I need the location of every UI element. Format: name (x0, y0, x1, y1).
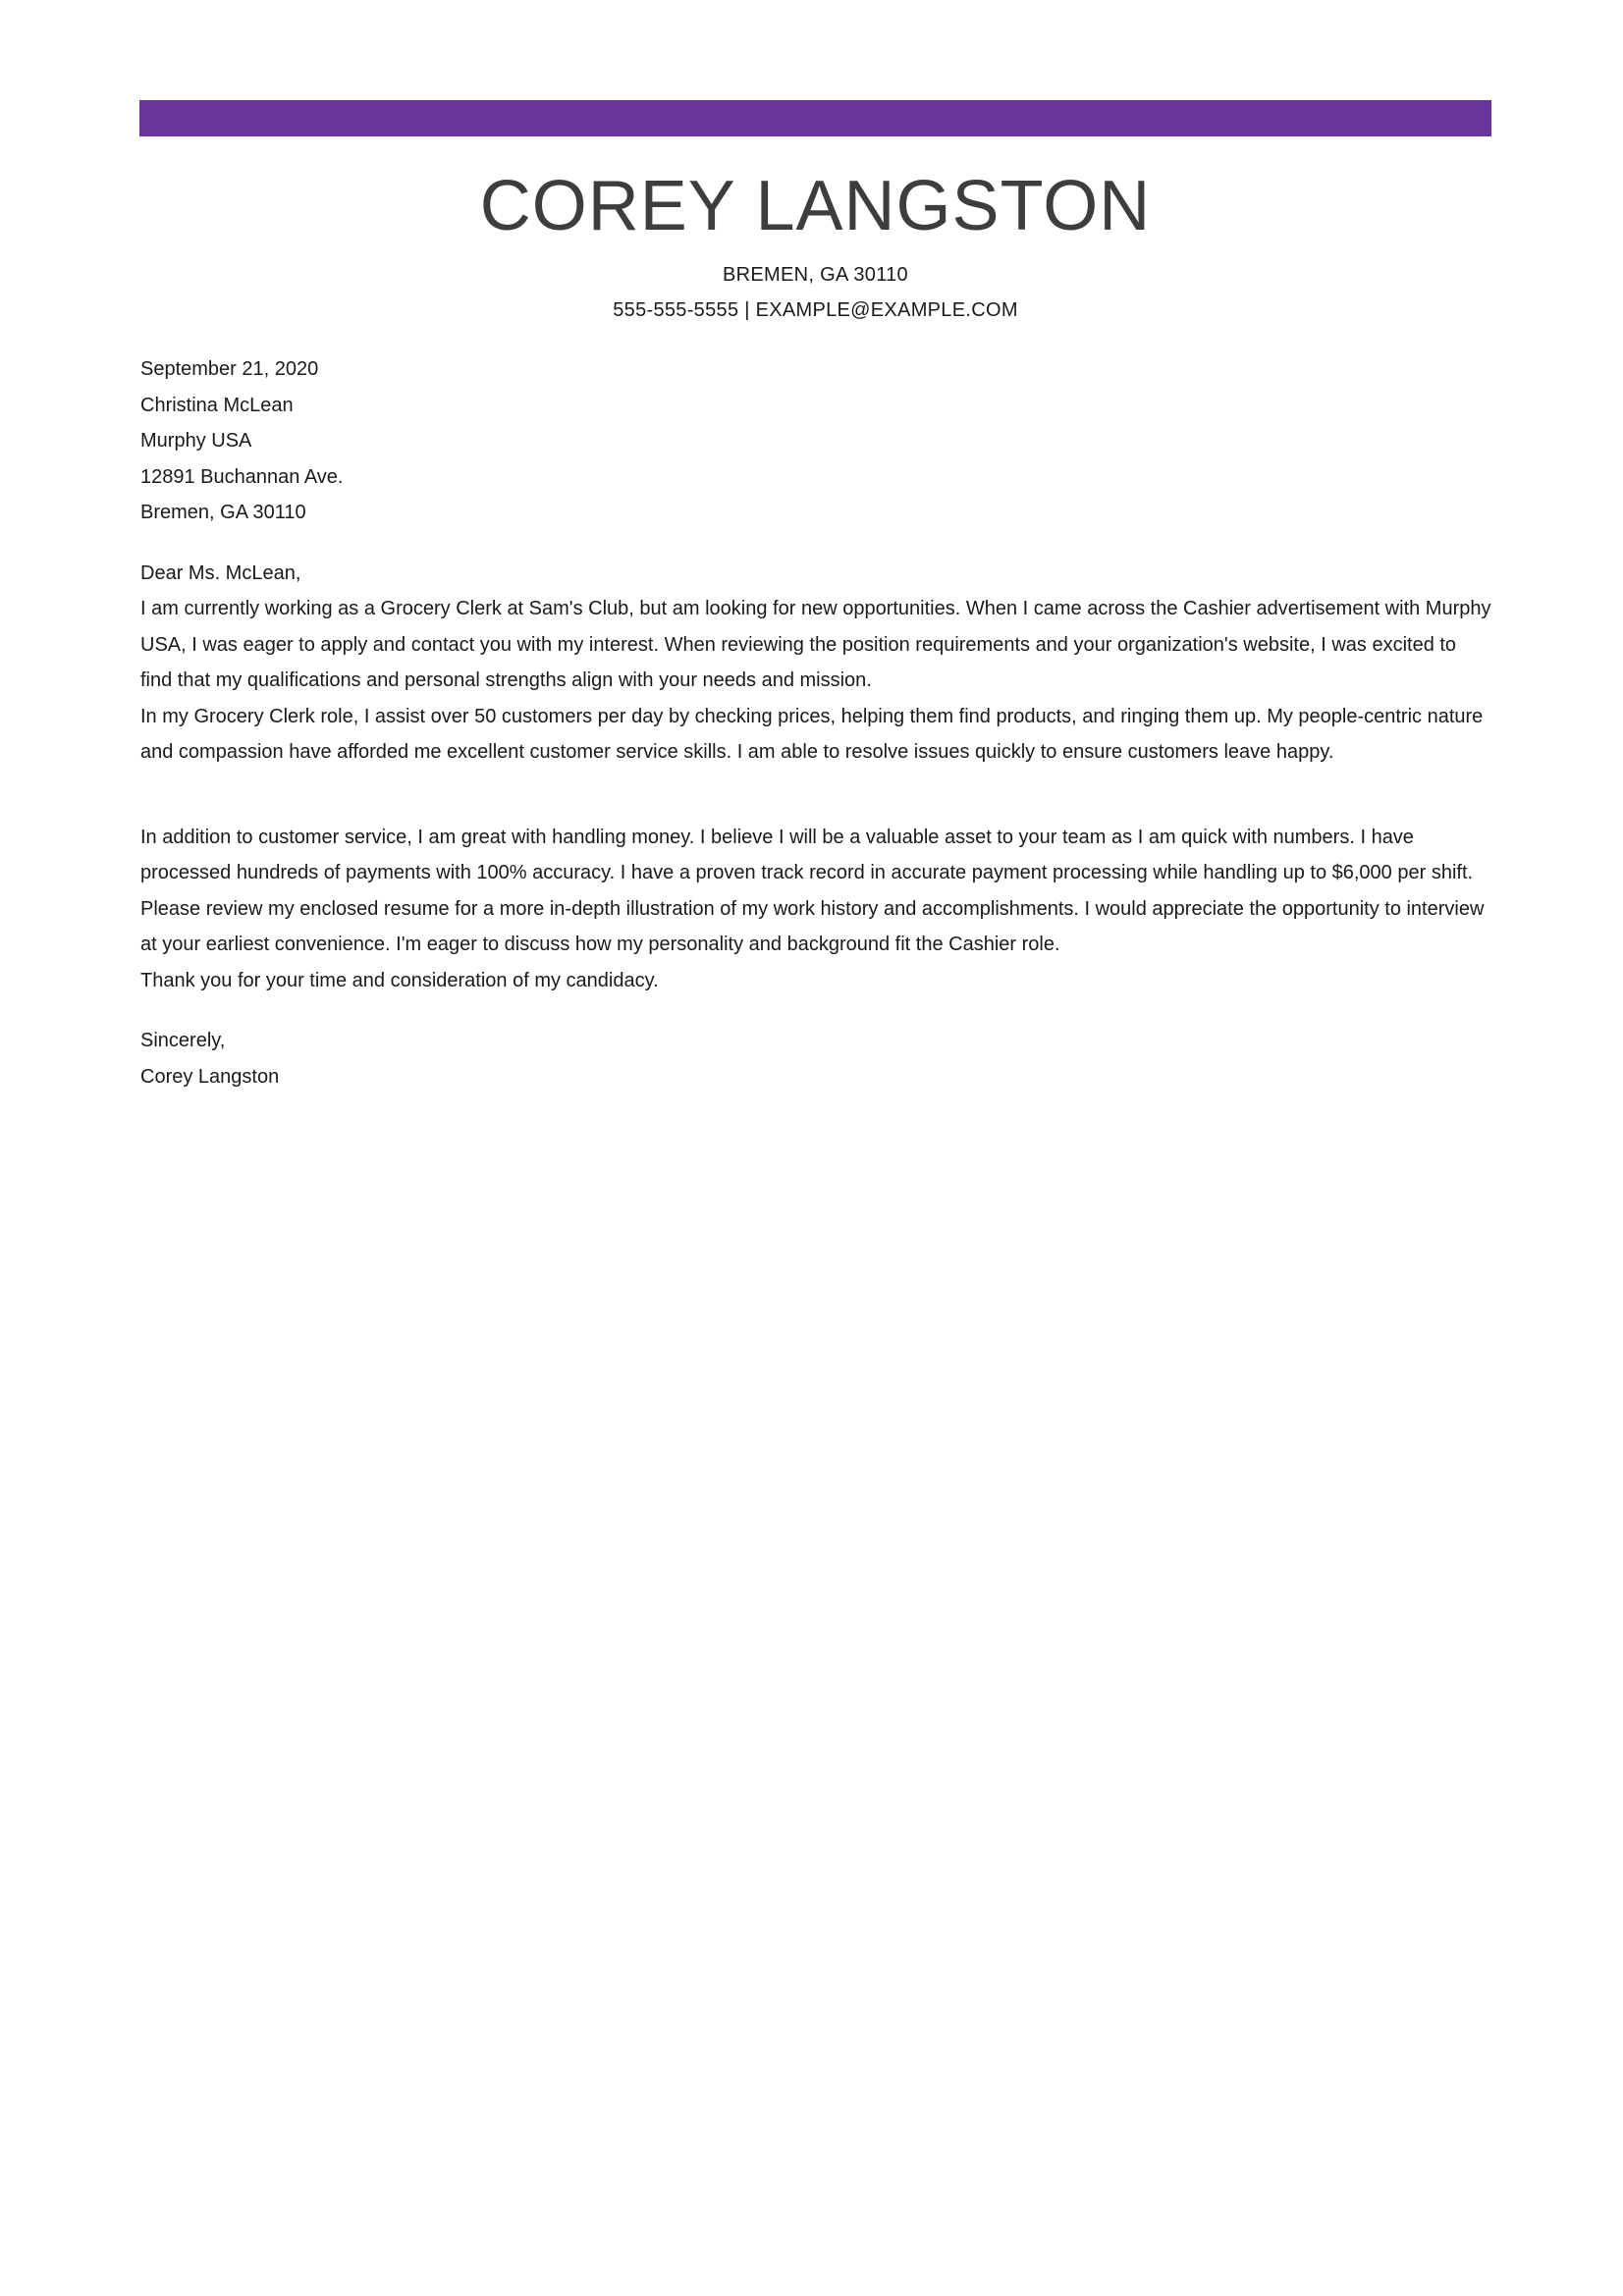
salutation: Dear Ms. McLean, (140, 561, 301, 584)
sign-off (140, 1023, 1491, 1095)
letter-body (140, 351, 1491, 1095)
closing: Sincerely, (140, 1030, 226, 1051)
recipient-street: 12891 Buchannan Ave. (140, 465, 344, 488)
accent-bar (139, 100, 1491, 136)
body-paragraph: Please review my enclosed resume for a more in-depth illustration of my work history and accomplishments. I would appreciate the opportunity to interview at your earliest convenience. I'm eager to discuss how my personality and background fit the Cashier role. (140, 897, 1485, 955)
applicant-location: BREMEN, GA 30110 (723, 264, 908, 286)
closing-paragraph (140, 891, 1491, 999)
letter-date: September 21, 2020 (140, 358, 319, 380)
recipient-name: Christina McLean (140, 394, 294, 416)
applicant-email: EXAMPLE@EXAMPLE.COM (755, 299, 1018, 321)
applicant-phone: 555-555-5555 (613, 299, 739, 321)
body-paragraph: In my Grocery Clerk role, I assist over 50 customers per day by checking prices, helping them find products, and ringing them up. My people-centric nature and compassion have afforded me excellent customer service skills. I am able to resolve issues quickly to ensure customers leave happy. (140, 705, 1484, 763)
applicant-name: COREY LANGSTON (479, 167, 1152, 245)
letter-header (139, 157, 1491, 328)
thanks-line: Thank you for your time and consideration of my candidacy. (140, 969, 659, 991)
recipient-company: Murphy USA (140, 430, 252, 452)
contact-separator: | (744, 299, 750, 321)
signature-name: Corey Langston (140, 1065, 280, 1088)
body-paragraph: In addition to customer service, I am great with handling money. I believe I will be a valuable asset to your team as I am quick with numbers. I have processed hundreds of payments with 100% accuracy. I have a proven track record in accurate payment processing while handling up to $6,000 per shift. (140, 826, 1474, 883)
recipient-city: Bremen, GA 30110 (140, 502, 306, 523)
body-paragraph: I am currently working as a Grocery Clerk at Sam's Club, but am looking for new opportunities. When I came across the Cashier advertisement with Murphy USA, I was eager to apply and contact you with my interest. When reviewing the position requirements and your organization's website, I was excited to find that my qualifications and personal strengths align with your needs and mission. (140, 598, 1491, 691)
recipient-address (140, 388, 1491, 531)
applicant-contact (139, 293, 1491, 328)
